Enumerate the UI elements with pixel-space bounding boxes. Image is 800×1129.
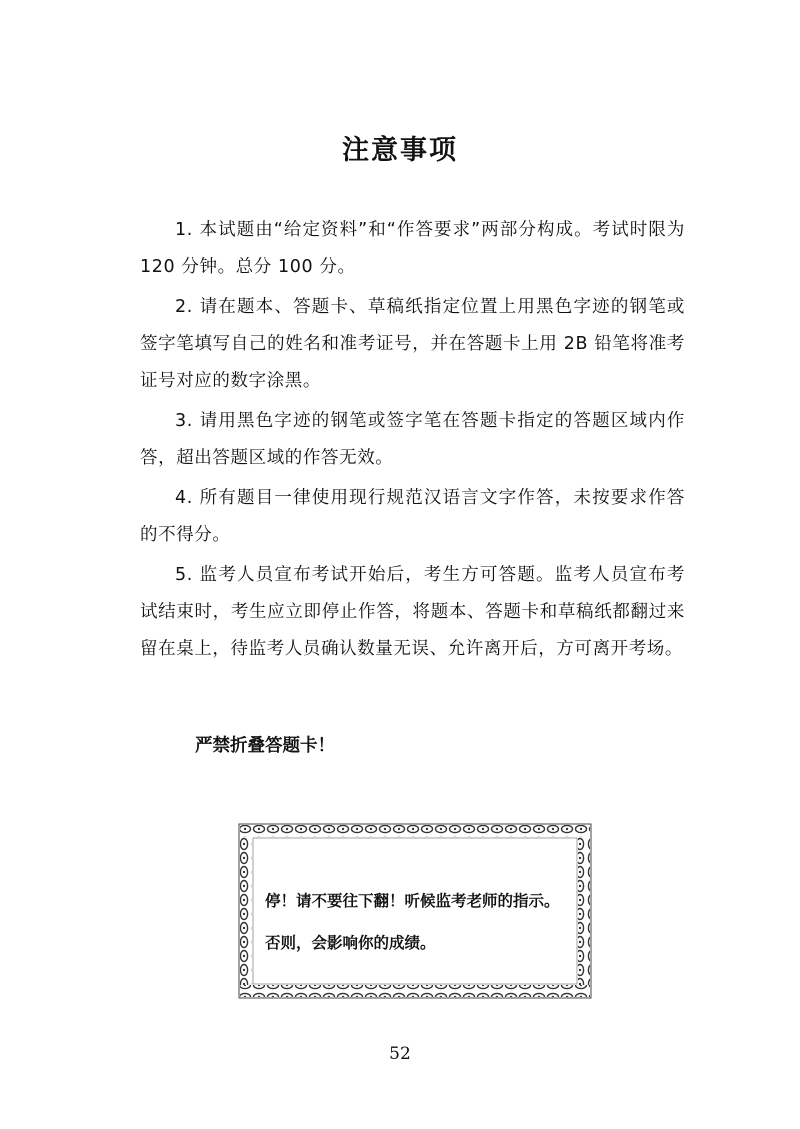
notes-list [140, 212, 685, 671]
note-item: 3. 请用黑色字迹的钢笔或签字笔在答题卡指定的答题区域内作答，超出答题区域的作答无效。 [140, 411, 685, 468]
stop-notice-line: 停！请不要往下翻！听候监考老师的指示。 [265, 891, 560, 910]
warning-text: 严禁折叠答题卡！ [195, 736, 335, 756]
stop-notice-line: 否则，会影响你的成绩。 [265, 933, 436, 952]
note-item: 4. 所有题目一律使用现行规范汉语言文字作答，未按要求作答的不得分。 [140, 488, 685, 545]
page-number: 52 [389, 1044, 411, 1064]
page-title: 注意事项 [342, 135, 458, 166]
note-item: 5. 监考人员宣布考试开始后，考生方可答题。监考人员宣布考试结束时，考生应立即停止作答，将题本、答题卡和草稿纸都翻过来留在桌上，待监考人员确认数量无误、允许离开后，方可离开考场。 [140, 565, 685, 659]
note-item: 1. 本试题由“给定资料”和“作答要求”两部分构成。考试时限为 120 分钟。总分 100 分。 [140, 220, 685, 277]
ornate-border [238, 823, 592, 999]
note-item: 2. 请在题本、答题卡、草稿纸指定位置上用黑色字迹的钢笔或签字笔填写自己的姓名和准考证号，并在答题卡上用 2B 铅笔将准考证号对应的数字涂黑。 [140, 297, 685, 391]
stop-notice-box [238, 823, 592, 999]
